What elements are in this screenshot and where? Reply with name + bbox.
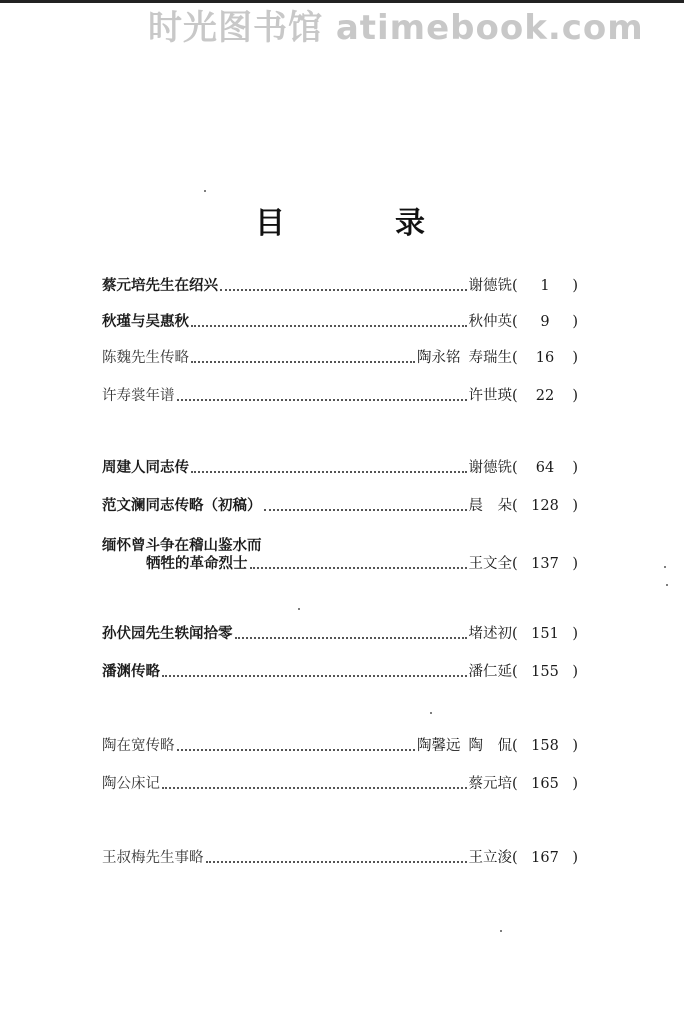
paren-close: ) xyxy=(572,278,578,294)
watermark: 时光图书馆 atimebook.com xyxy=(148,8,644,48)
entry-author: 谢德铣 xyxy=(468,460,512,476)
entry-page-number: 137 xyxy=(531,556,559,572)
toc-entry[interactable] xyxy=(102,772,578,794)
scan-speck xyxy=(430,712,432,714)
entry-author: 许世瑛 xyxy=(468,388,512,404)
entry-page-number: 64 xyxy=(535,460,555,476)
entry-page-ref xyxy=(512,848,578,868)
paren-close: ) xyxy=(572,556,578,572)
scan-speck xyxy=(666,584,668,586)
dot-leader xyxy=(162,675,467,677)
entry-page-number: 158 xyxy=(531,738,559,754)
entry-author: 潘仁延 xyxy=(468,664,512,680)
entry-page-number: 151 xyxy=(531,626,559,642)
paren-close: ) xyxy=(572,664,578,680)
scan-speck xyxy=(204,190,206,192)
entry-title: 许寿裳年谱 xyxy=(102,388,175,404)
top-rule xyxy=(0,0,684,3)
entry-title: 陈魏先生传略 xyxy=(102,350,189,366)
entry-title: 王叔梅先生事略 xyxy=(102,850,204,866)
entry-title: 陶在宽传略 xyxy=(102,738,175,754)
entry-page-number: 22 xyxy=(535,388,555,404)
entry-title: 孙伏园先生轶闻拾零 xyxy=(102,625,233,642)
paren-close: ) xyxy=(572,498,578,514)
entry-author: 秋仲英 xyxy=(468,314,512,330)
paren-open: ( xyxy=(512,626,518,642)
title-char-1: 目 xyxy=(255,206,285,241)
entry-page-number: 128 xyxy=(531,498,559,514)
entry-page-ref xyxy=(512,458,578,478)
toc-entry[interactable] xyxy=(102,494,578,516)
paren-close: ) xyxy=(572,460,578,476)
toc-entry[interactable] xyxy=(102,622,578,644)
toc-entry[interactable] xyxy=(146,552,578,574)
dot-leader xyxy=(206,861,467,863)
dot-leader xyxy=(235,637,467,639)
entry-title: 秋瑾与吴惠秋 xyxy=(102,313,189,330)
paren-open: ( xyxy=(512,776,518,792)
entry-author: 谢德铣 xyxy=(468,278,512,294)
toc-entry[interactable] xyxy=(102,384,578,406)
paren-open: ( xyxy=(512,388,518,404)
title-char-2: 录 xyxy=(395,206,425,241)
paren-close: ) xyxy=(572,626,578,642)
entry-author-first: 陶馨远 xyxy=(417,738,461,754)
toc-entry[interactable] xyxy=(102,346,578,368)
toc-entry[interactable] xyxy=(102,456,578,478)
paren-close: ) xyxy=(572,350,578,366)
paren-close: ) xyxy=(572,738,578,754)
entry-page-number: 167 xyxy=(531,850,559,866)
dot-leader xyxy=(264,509,467,511)
entry-title: 周建人同志传 xyxy=(102,459,189,476)
entry-author: 晨 朵 xyxy=(468,498,512,514)
entry-title-line-1: 缅怀曾斗争在稽山鉴水而 xyxy=(102,537,262,554)
scan-speck xyxy=(298,608,300,610)
entry-author: 蔡元培 xyxy=(468,776,512,792)
dot-leader xyxy=(177,749,416,751)
entry-page-number: 165 xyxy=(531,776,559,792)
paren-close: ) xyxy=(572,388,578,404)
paren-close: ) xyxy=(572,776,578,792)
entry-page-number: 1 xyxy=(540,278,550,294)
entry-page-number: 9 xyxy=(540,314,550,330)
entry-author: 陶 侃 xyxy=(468,738,512,754)
entry-page-number: 16 xyxy=(535,350,555,366)
dot-leader xyxy=(250,567,467,569)
dot-leader xyxy=(162,787,467,789)
entry-page-ref xyxy=(512,348,578,368)
entry-author: 王立浚 xyxy=(468,850,512,866)
paren-open: ( xyxy=(512,460,518,476)
entry-page-ref xyxy=(512,312,578,332)
paren-open: ( xyxy=(512,498,518,514)
paren-open: ( xyxy=(512,350,518,366)
toc-entry[interactable] xyxy=(102,274,578,296)
paren-close: ) xyxy=(572,314,578,330)
toc-entry[interactable] xyxy=(102,310,578,332)
entry-title: 范文澜同志传略（初稿） xyxy=(102,497,262,514)
paren-open: ( xyxy=(512,738,518,754)
entry-page-ref xyxy=(512,554,578,574)
entry-title: 陶公床记 xyxy=(102,776,160,792)
entry-page-number: 155 xyxy=(531,664,559,680)
entry-author-first: 陶永铭 xyxy=(417,350,461,366)
entry-title: 蔡元培先生在绍兴 xyxy=(102,277,218,294)
entry-page-ref xyxy=(512,774,578,794)
scan-speck xyxy=(664,566,666,568)
dot-leader xyxy=(191,361,415,363)
entry-page-ref xyxy=(512,276,578,296)
entry-title: 牺牲的革命烈士 xyxy=(146,555,248,572)
entry-page-ref xyxy=(512,386,578,406)
entry-page-ref xyxy=(512,736,578,756)
paren-open: ( xyxy=(512,556,518,572)
dot-leader xyxy=(177,399,467,401)
paren-open: ( xyxy=(512,664,518,680)
entry-title: 潘渊传略 xyxy=(102,663,160,680)
toc-entry[interactable] xyxy=(102,660,578,682)
paren-open: ( xyxy=(512,278,518,294)
toc-entry[interactable] xyxy=(102,734,578,756)
paren-open: ( xyxy=(512,314,518,330)
entry-page-ref xyxy=(512,662,578,682)
paren-close: ) xyxy=(572,850,578,866)
toc-entry[interactable] xyxy=(102,846,578,868)
scan-speck xyxy=(500,930,502,932)
dot-leader xyxy=(191,471,467,473)
entry-page-ref xyxy=(512,624,578,644)
entry-page-ref xyxy=(512,496,578,516)
entry-author: 寿瑞生 xyxy=(468,350,512,366)
entry-author: 堵述初 xyxy=(468,626,512,642)
entry-author: 王文全 xyxy=(468,556,512,572)
paren-open: ( xyxy=(512,850,518,866)
page-title xyxy=(0,198,684,242)
dot-leader xyxy=(191,325,467,327)
dot-leader xyxy=(220,289,467,291)
